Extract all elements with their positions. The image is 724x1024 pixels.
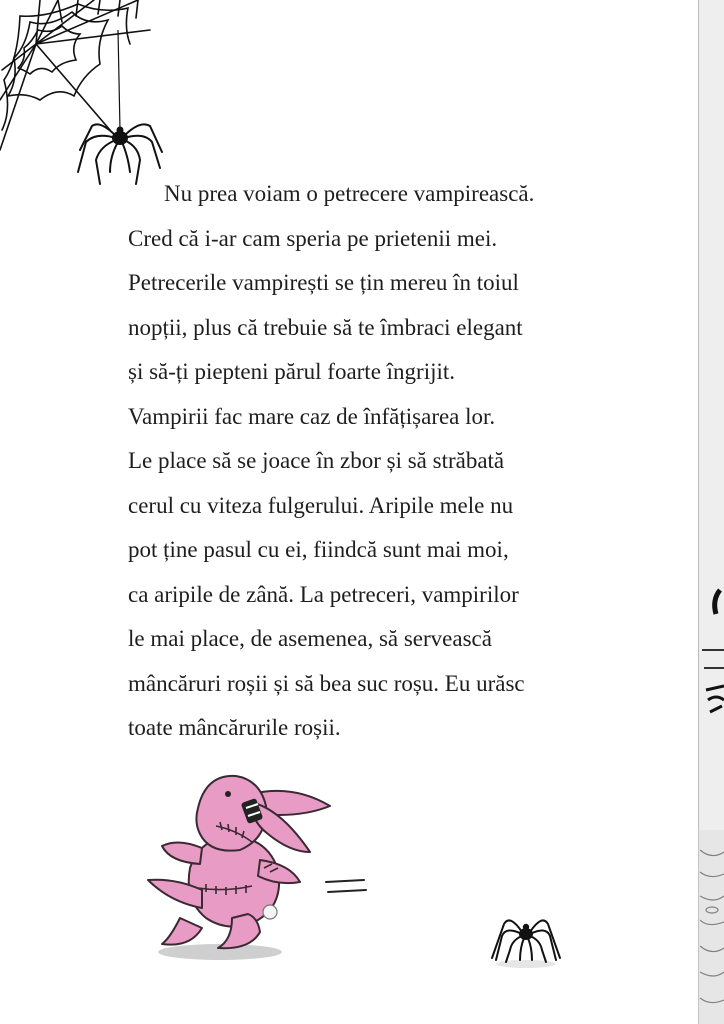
pink-bunny-icon	[140, 768, 370, 973]
adjacent-page-edge	[698, 0, 724, 1024]
paragraph-line: Petrecerile vampirești se țin mereu în toiul	[128, 270, 519, 295]
small-spider-icon	[488, 900, 566, 972]
paragraph-line: cerul cu viteza fulgerului. Aripile mele nu	[128, 492, 514, 518]
paragraph-line: le mai place, de asemenea, să servească	[128, 626, 492, 651]
paragraph-line: și să-ți piepteni părul foarte îngrijit.	[128, 359, 456, 384]
spider-web-icon	[0, 0, 175, 190]
adjacent-illustration	[698, 0, 724, 1024]
paragraph-line: pot ține pasul cu ei, fiindcă sunt mai moi,	[128, 537, 509, 562]
paragraph-line: Vampirii fac mare caz de înfățișarea lor.	[128, 403, 496, 429]
paragraph	[128, 172, 668, 751]
paragraph-line: Cred că i-ar cam speria pe prietenii mei.	[128, 225, 498, 251]
paragraph-line: ca aripile de zână. La petreceri, vampirilor	[128, 581, 519, 607]
paragraph-line: nopții, plus că trebuie să te îmbraci elegant	[128, 314, 523, 340]
paragraph-line: toate mâncărurile roșii.	[128, 715, 341, 740]
paragraph-line: mâncăruri roșii și să bea suc roșu. Eu urăsc	[128, 670, 525, 696]
paragraph-line: Nu prea voiam o petrecere vampirească.	[164, 181, 535, 206]
paragraph-line: Le place să se joace în zbor și să străbată	[128, 448, 505, 473]
